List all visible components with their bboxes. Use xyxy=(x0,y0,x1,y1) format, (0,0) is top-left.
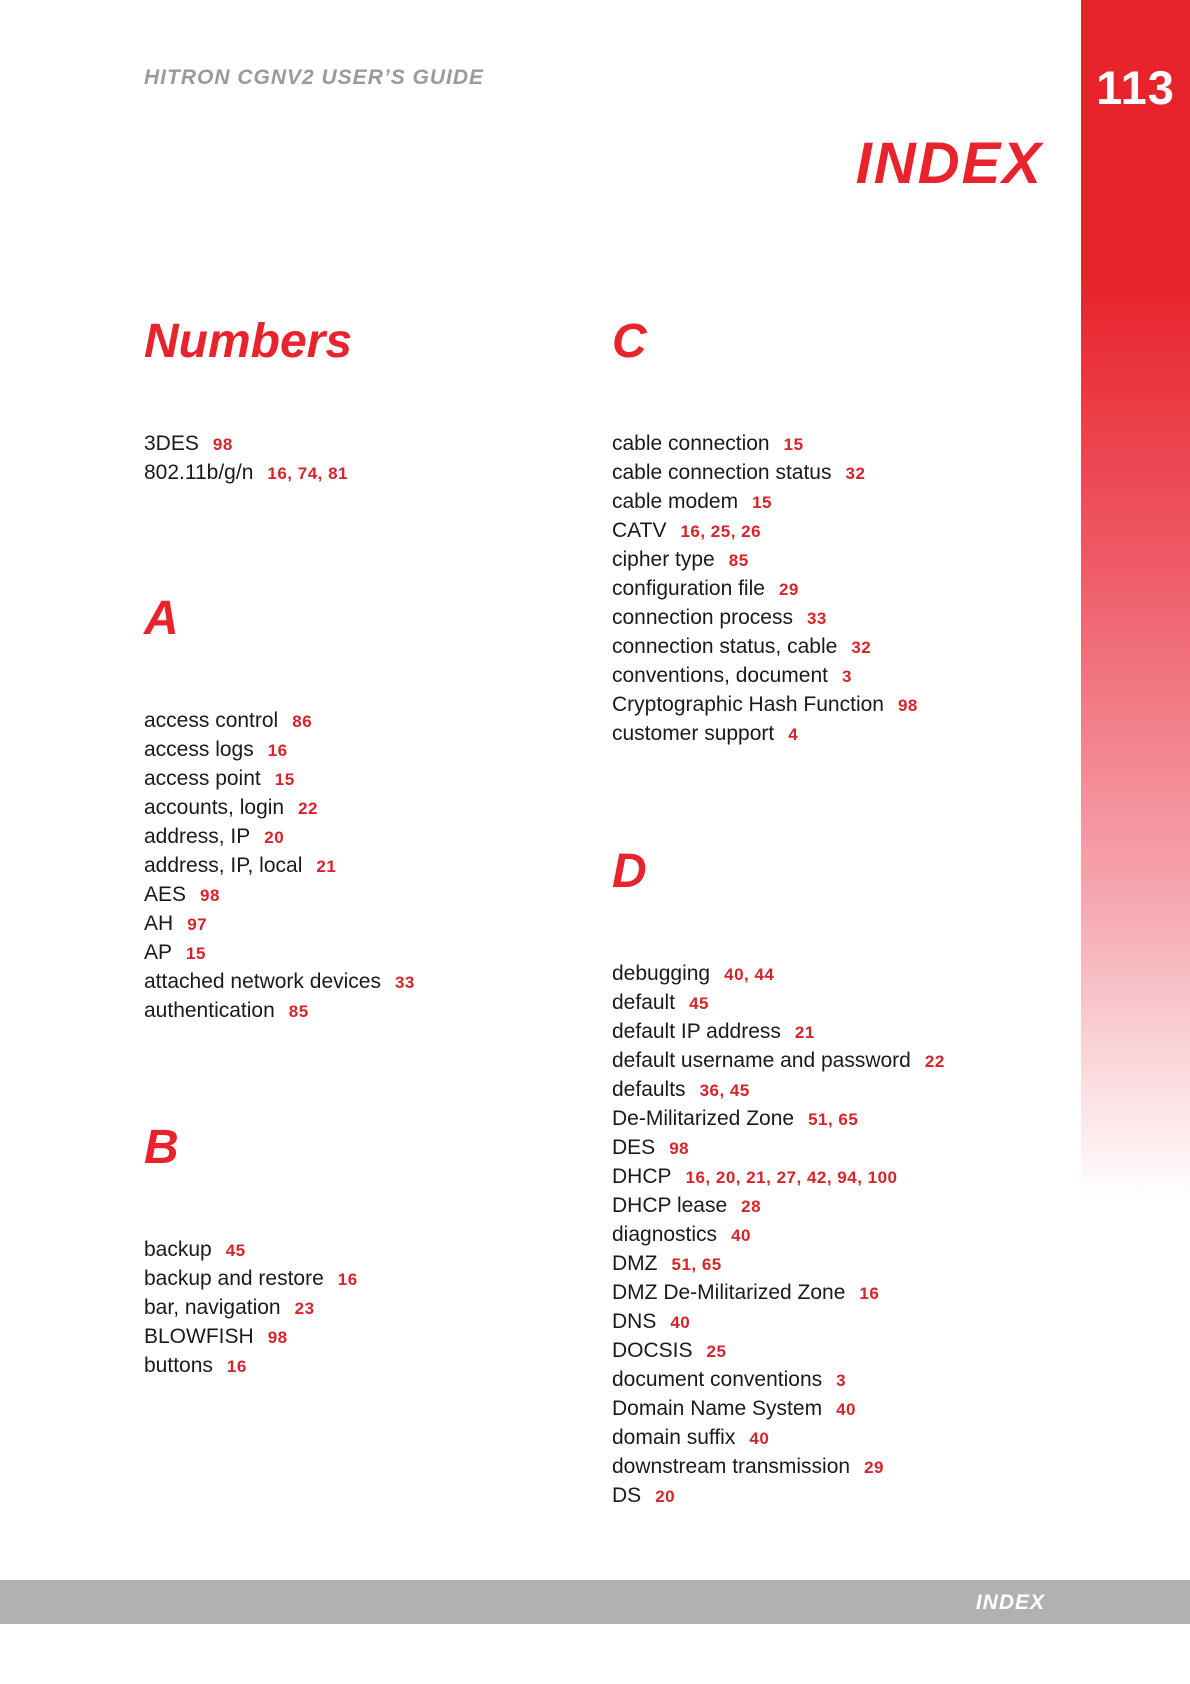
index-entry xyxy=(144,939,415,968)
index-term: cable connection status xyxy=(612,461,832,484)
index-entry xyxy=(612,1424,945,1453)
index-term: CATV xyxy=(612,519,667,542)
index-page-refs[interactable]: 20 xyxy=(264,828,285,847)
index-entry xyxy=(144,1323,358,1352)
index-term: DNS xyxy=(612,1310,657,1333)
index-term: connection status, cable xyxy=(612,635,838,658)
index-term: access point xyxy=(144,767,261,790)
index-entry xyxy=(612,546,918,575)
entry-list xyxy=(144,1236,358,1381)
index-entry xyxy=(144,794,415,823)
index-term: cipher type xyxy=(612,548,715,571)
section-heading: A xyxy=(144,592,179,645)
index-entry xyxy=(144,997,415,1026)
index-term: DES xyxy=(612,1136,656,1159)
index-entry xyxy=(612,604,918,633)
index-page-refs[interactable]: 97 xyxy=(187,915,208,934)
index-page-refs[interactable]: 45 xyxy=(225,1241,246,1260)
index-entry xyxy=(612,430,918,459)
index-entry xyxy=(144,459,352,488)
index-term: diagnostics xyxy=(612,1223,718,1246)
index-page-refs[interactable]: 16, 74, 81 xyxy=(267,464,349,483)
index-page-refs[interactable]: 3 xyxy=(836,1371,847,1390)
index-entry xyxy=(612,662,918,691)
index-term: downstream transmission xyxy=(612,1455,851,1478)
index-entry xyxy=(144,707,415,736)
index-page-refs[interactable]: 28 xyxy=(741,1197,762,1216)
index-term: DOCSIS xyxy=(612,1339,693,1362)
index-term: debugging xyxy=(612,962,711,985)
index-page-refs[interactable]: 16 xyxy=(337,1270,358,1289)
index-entry xyxy=(144,1294,358,1323)
entry-list xyxy=(612,960,945,1511)
index-term: backup xyxy=(144,1238,212,1261)
page-number: 113 xyxy=(1096,61,1175,114)
index-entry xyxy=(612,517,918,546)
index-entry xyxy=(612,1221,945,1250)
index-entry xyxy=(144,823,415,852)
entry-list xyxy=(144,707,415,1026)
index-term: DMZ xyxy=(612,1252,658,1275)
index-page-refs[interactable]: 15 xyxy=(186,944,206,963)
index-term: authentication xyxy=(144,999,275,1022)
index-page-refs[interactable]: 21 xyxy=(794,1023,815,1042)
index-page-refs[interactable]: 16 xyxy=(859,1284,880,1303)
index-term: BLOWFISH xyxy=(144,1325,254,1348)
index-term: DHCP lease xyxy=(612,1194,728,1217)
index-entry xyxy=(612,1337,945,1366)
index-page-refs[interactable]: 4 xyxy=(788,725,799,744)
index-entry xyxy=(144,736,415,765)
index-entry xyxy=(612,1105,945,1134)
index-entry xyxy=(612,720,918,749)
index-term: default xyxy=(612,991,676,1014)
section-d xyxy=(612,844,945,1511)
index-entry xyxy=(612,459,918,488)
index-term: backup and restore xyxy=(144,1267,324,1290)
index-page-refs[interactable]: 45 xyxy=(689,994,709,1013)
index-entry xyxy=(144,1352,358,1381)
index-term: access logs xyxy=(144,738,254,761)
index-page-refs[interactable]: 85 xyxy=(728,551,749,570)
index-entry xyxy=(612,1076,945,1105)
section-heading: B xyxy=(144,1121,179,1174)
index-entry xyxy=(144,910,415,939)
index-entry xyxy=(144,765,415,794)
index-page-refs[interactable]: 23 xyxy=(294,1299,315,1318)
entry-list xyxy=(612,430,918,749)
index-term: default IP address xyxy=(612,1020,781,1043)
section-heading: C xyxy=(612,315,647,368)
index-page-refs[interactable]: 25 xyxy=(706,1342,727,1361)
index-entry xyxy=(144,1265,358,1294)
index-term: DMZ De-Militarized Zone xyxy=(612,1281,846,1304)
index-entry xyxy=(612,1134,945,1163)
index-page-refs[interactable]: 15 xyxy=(783,435,804,454)
index-entry xyxy=(612,989,945,1018)
index-page-refs[interactable]: 15 xyxy=(752,493,772,512)
entry-list xyxy=(144,430,352,488)
footer-label: INDEX xyxy=(975,1591,1045,1614)
index-page-refs[interactable]: 16, 25, 26 xyxy=(680,522,762,541)
section-c xyxy=(612,314,918,749)
index-entry xyxy=(612,691,918,720)
index-page-refs[interactable]: 33 xyxy=(394,973,415,992)
index-page-refs[interactable]: 86 xyxy=(292,712,313,731)
index-entry xyxy=(612,1308,945,1337)
index-entry xyxy=(612,1395,945,1424)
index-term: domain suffix xyxy=(612,1426,736,1449)
section-b xyxy=(144,1120,358,1381)
index-entry xyxy=(612,1279,945,1308)
index-entry xyxy=(144,430,352,459)
index-entry xyxy=(612,1018,945,1047)
index-term: cable connection xyxy=(612,432,770,455)
index-page-refs[interactable]: 21 xyxy=(316,857,337,876)
index-title: INDEX xyxy=(855,131,1043,196)
index-page-refs[interactable]: 51, 65 xyxy=(808,1110,859,1129)
page-side-tab xyxy=(1081,0,1190,1200)
index-entry xyxy=(612,960,945,989)
index-entry xyxy=(612,1366,945,1395)
index-term: defaults xyxy=(612,1078,686,1101)
index-term: AES xyxy=(144,883,187,906)
index-term: access control xyxy=(144,709,279,732)
index-page-refs[interactable]: 85 xyxy=(288,1002,309,1021)
index-page-refs[interactable]: 40 xyxy=(749,1429,770,1448)
index-entry xyxy=(612,633,918,662)
index-term: address, IP, local xyxy=(144,854,303,877)
index-entry xyxy=(612,575,918,604)
index-entry xyxy=(612,1163,945,1192)
index-term: DS xyxy=(612,1484,642,1507)
index-entry xyxy=(144,852,415,881)
index-page-refs[interactable]: 20 xyxy=(655,1487,676,1506)
index-term: document conventions xyxy=(612,1368,823,1391)
index-term: bar, navigation xyxy=(144,1296,281,1319)
section-heading: D xyxy=(612,845,647,898)
index-page-refs[interactable]: 98 xyxy=(267,1328,288,1347)
index-page-refs[interactable]: 40 xyxy=(731,1226,751,1245)
index-term: AH xyxy=(144,912,174,935)
section-numbers xyxy=(144,314,352,488)
index-entry xyxy=(612,1453,945,1482)
index-entry xyxy=(612,1250,945,1279)
index-page-refs[interactable]: 98 xyxy=(200,886,220,905)
index-term: Domain Name System xyxy=(612,1397,823,1420)
index-term: buttons xyxy=(144,1354,213,1377)
index-term: 802.11b/g/n xyxy=(144,461,254,484)
index-page-refs[interactable]: 98 xyxy=(669,1139,690,1158)
index-page-refs[interactable]: 16 xyxy=(267,741,288,760)
index-page-refs[interactable]: 16 xyxy=(226,1357,247,1376)
index-entry xyxy=(144,968,415,997)
index-page-refs[interactable]: 15 xyxy=(274,770,295,789)
index-page-refs[interactable]: 32 xyxy=(845,464,866,483)
index-page-refs[interactable]: 51, 65 xyxy=(671,1255,722,1274)
index-page-refs[interactable]: 16, 20, 21, 27, 42, 94, 100 xyxy=(685,1168,898,1187)
index-page-refs[interactable]: 40 xyxy=(670,1313,691,1332)
index-term: address, IP xyxy=(144,825,251,848)
index-term: Cryptographic Hash Function xyxy=(612,693,884,716)
index-term: 3DES xyxy=(144,432,199,455)
section-a xyxy=(144,591,415,1026)
index-page-refs[interactable]: 40 xyxy=(836,1400,856,1419)
index-term: AP xyxy=(144,941,173,964)
index-term: accounts, login xyxy=(144,796,285,819)
index-page-refs[interactable]: 98 xyxy=(212,435,233,454)
index-page-refs[interactable]: 3 xyxy=(841,667,852,686)
index-entry xyxy=(144,1236,358,1265)
index-term: default username and password xyxy=(612,1049,911,1072)
index-page-refs[interactable]: 40, 44 xyxy=(724,965,775,984)
guide-title: HITRON CGNV2 USER’S GUIDE xyxy=(144,66,485,89)
index-page-refs[interactable]: 29 xyxy=(778,580,799,599)
index-term: customer support xyxy=(612,722,775,745)
index-term: connection process xyxy=(612,606,793,629)
index-page-refs[interactable]: 33 xyxy=(806,609,827,628)
index-entry xyxy=(612,1192,945,1221)
index-page-refs[interactable]: 29 xyxy=(864,1458,885,1477)
index-entry xyxy=(612,1482,945,1511)
index-page-refs[interactable]: 36, 45 xyxy=(699,1081,750,1100)
index-entry xyxy=(612,1047,945,1076)
index-term: DHCP xyxy=(612,1165,672,1188)
index-term: De-Militarized Zone xyxy=(612,1107,795,1130)
index-page-refs[interactable]: 22 xyxy=(924,1052,945,1071)
index-entry xyxy=(144,881,415,910)
index-page-refs[interactable]: 98 xyxy=(897,696,918,715)
index-page-refs[interactable]: 32 xyxy=(851,638,872,657)
index-entry xyxy=(612,488,918,517)
section-heading: Numbers xyxy=(144,315,353,368)
index-term: conventions, document xyxy=(612,664,828,687)
index-term: configuration file xyxy=(612,577,765,600)
index-term: attached network devices xyxy=(144,970,381,993)
index-page-refs[interactable]: 22 xyxy=(298,799,319,818)
index-term: cable modem xyxy=(612,490,739,513)
